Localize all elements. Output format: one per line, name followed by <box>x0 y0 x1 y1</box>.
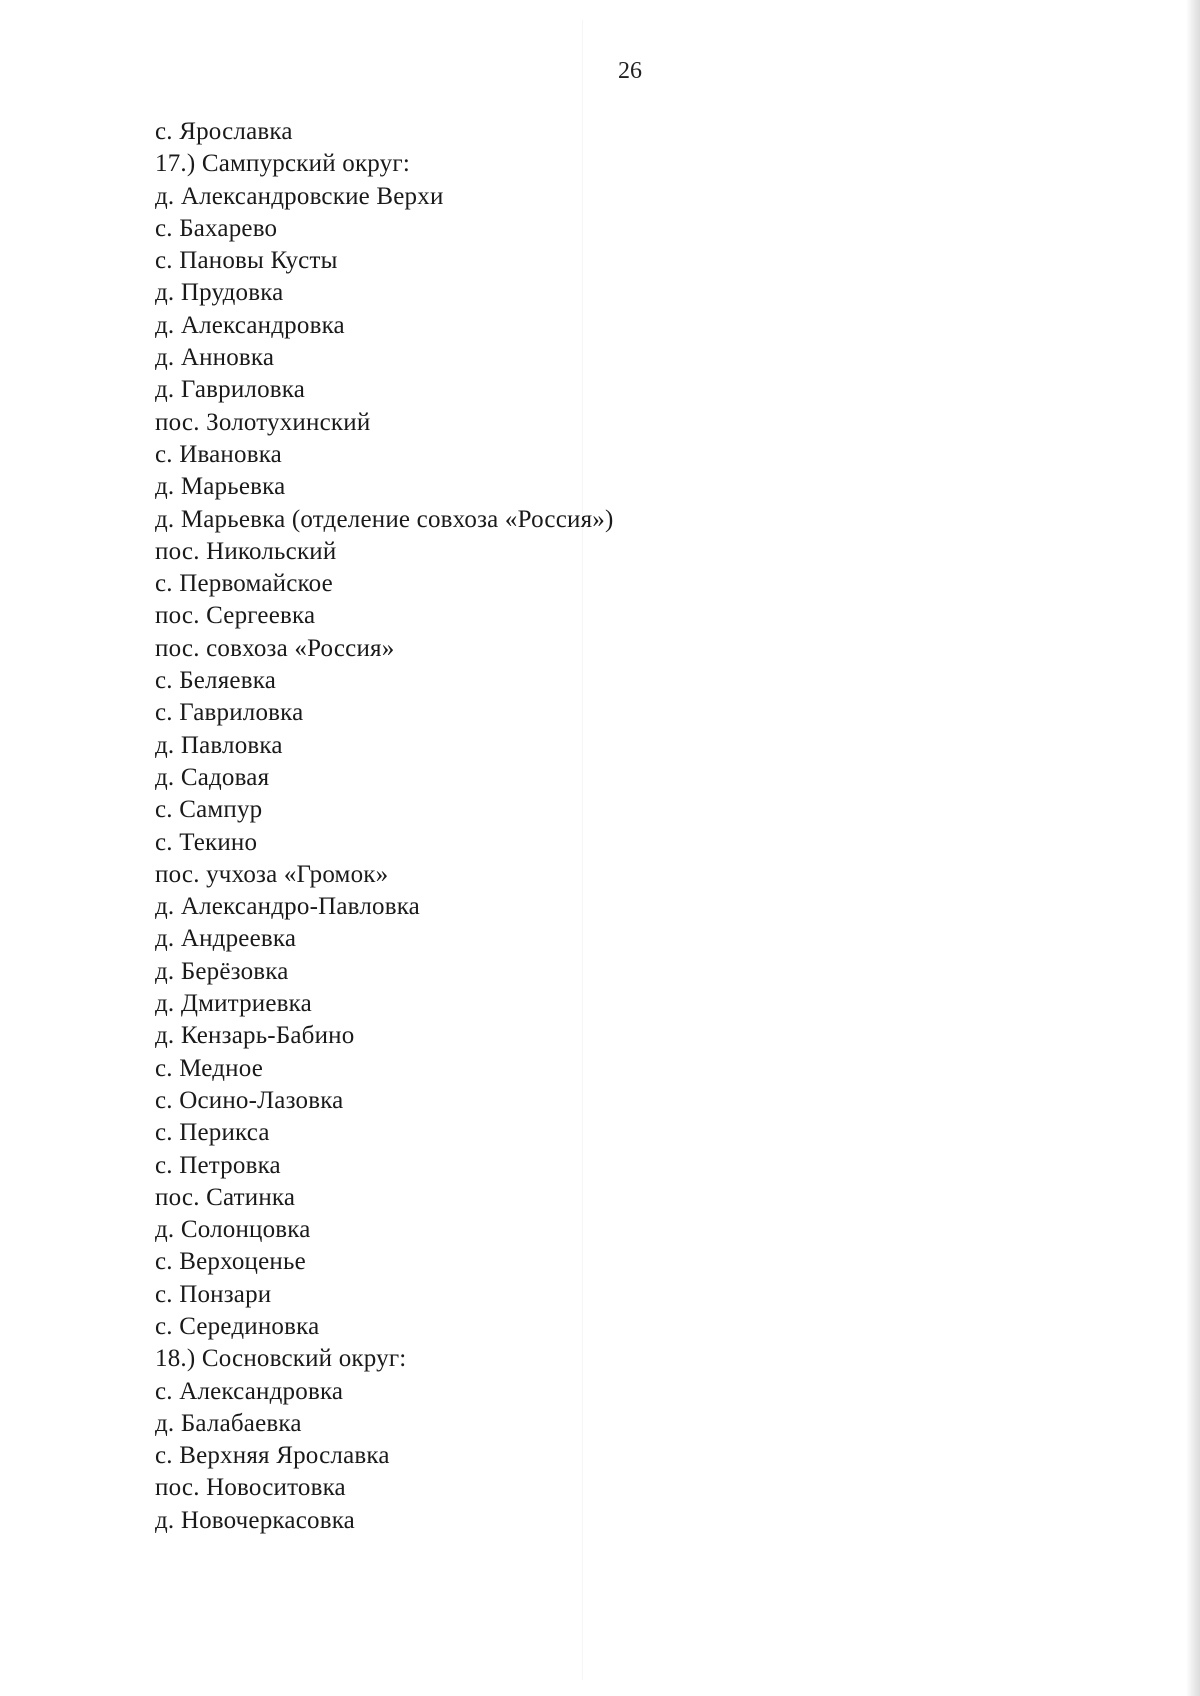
list-item: д. Дмитриевка <box>155 990 312 1018</box>
list-item: с. Бахарево <box>155 214 278 242</box>
list-item: д. Балабаевка <box>155 1409 302 1437</box>
page-edge-shadow <box>1186 0 1200 1696</box>
list-item: с. Верхняя Ярославка <box>155 1442 390 1470</box>
list-item: д. Андреевка <box>155 925 297 953</box>
list-item: д. Садовая <box>155 763 270 791</box>
list-item: пос. Сергеевка <box>155 602 316 630</box>
list-item: д. Гавриловка <box>155 376 306 404</box>
list-item: д. Кензарь-Бабино <box>155 1022 355 1050</box>
list-item: пос. совхоза «Россия» <box>155 634 395 662</box>
list-item: д. Марьевка <box>155 473 286 501</box>
list-item: с. Беляевка <box>155 667 276 695</box>
list-item: пос. Золотухинский <box>155 408 371 436</box>
list-item: д. Солонцовка <box>155 1216 311 1244</box>
list-item: с. Ярославка <box>155 118 293 145</box>
list-item: д. Прудовка <box>155 279 284 307</box>
list-item: д. Александро-Павловка <box>155 893 420 921</box>
list-item: д. Марьевка (отделение совхоза «Россия») <box>155 505 614 533</box>
list-item: д. Анновка <box>155 344 275 372</box>
list-item: с. Текино <box>155 828 258 856</box>
list-item: с. Осино-Лазовка <box>155 1086 344 1114</box>
list-item: с. Пановы Кусты <box>155 247 338 275</box>
district-heading: 17.) Сампурский округ: <box>155 150 410 178</box>
list-item: с. Сампур <box>155 796 263 824</box>
list-item: д. Александровка <box>155 311 345 339</box>
list-item: д. Новочеркасовка <box>155 1506 355 1534</box>
list-item: д. Александровские Верхи <box>155 182 444 210</box>
list-item: с. Понзари <box>155 1280 272 1308</box>
list-item: с. Гавриловка <box>155 699 304 727</box>
list-item: с. Серединовка <box>155 1312 320 1340</box>
list-item: д. Берёзовка <box>155 957 289 985</box>
list-item: пос. учхоза «Громок» <box>155 860 389 888</box>
list-item: с. Медное <box>155 1054 264 1082</box>
list-item: пос. Новоситовка <box>155 1474 346 1502</box>
list-item: с. Петровка <box>155 1151 281 1179</box>
list-item: с. Перикса <box>155 1119 270 1147</box>
list-item: с. Верхоценье <box>155 1248 306 1276</box>
list-item: с. Александровка <box>155 1377 344 1405</box>
district-heading: 18.) Сосновский округ: <box>155 1345 407 1373</box>
settlement-list <box>155 116 1055 1537</box>
page-number: 26 <box>618 58 642 84</box>
list-item: д. Павловка <box>155 731 283 759</box>
list-item: пос. Никольский <box>155 537 337 565</box>
list-item: пос. Сатинка <box>155 1183 296 1211</box>
list-item: с. Ивановка <box>155 440 282 468</box>
list-item: с. Первомайское <box>155 570 333 598</box>
